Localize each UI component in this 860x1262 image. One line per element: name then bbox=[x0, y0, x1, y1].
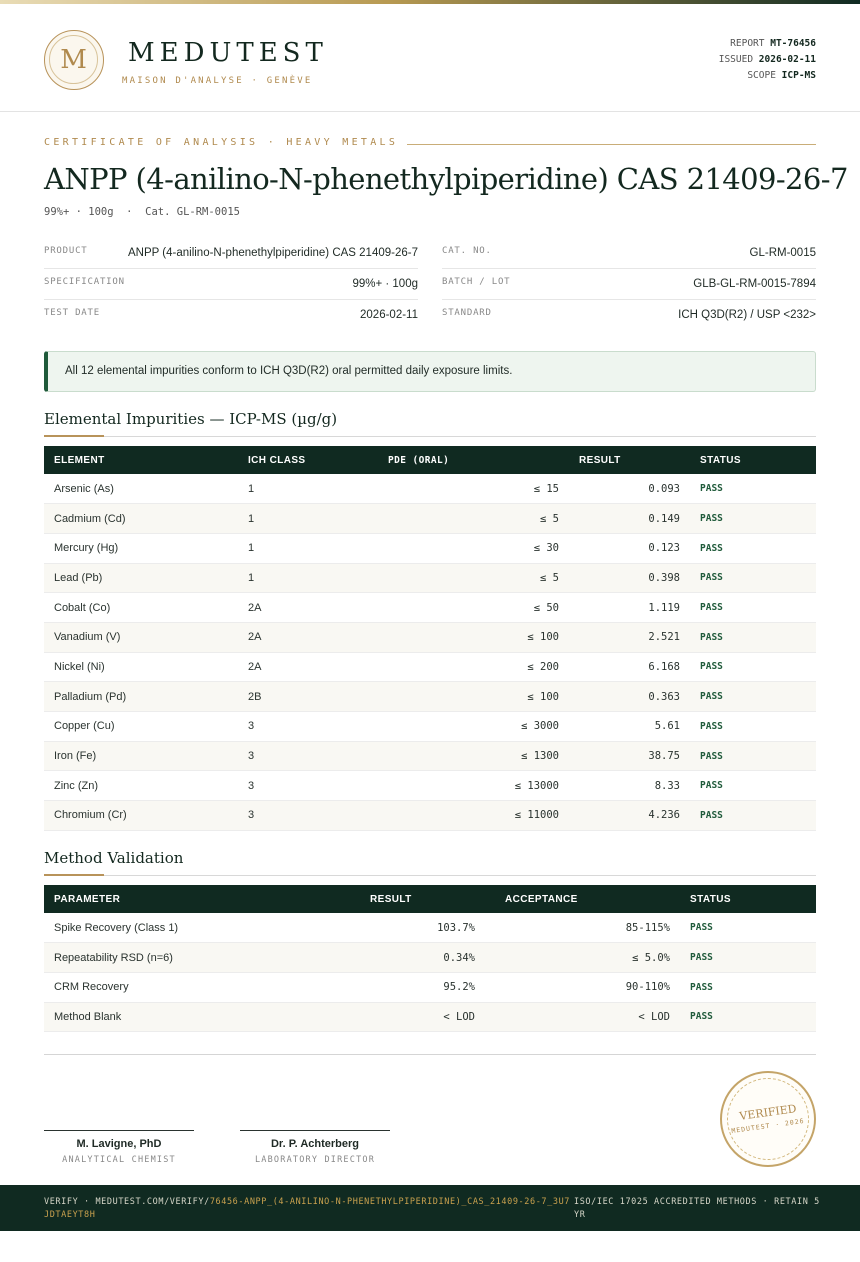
column-header: PDE (ORAL) bbox=[388, 454, 450, 466]
impurities-section-title: Elemental Impurities — ICP-MS (µg/g) bbox=[44, 410, 338, 428]
info-row-batch: BATCH / LOT GLB-GL-RM-0015-7894 bbox=[442, 269, 816, 300]
status-badge: PASS bbox=[680, 1002, 816, 1032]
table-cell: 1 bbox=[238, 474, 378, 504]
table-cell: 0.093 bbox=[569, 474, 690, 504]
table-cell: Chromium (Cr) bbox=[44, 801, 238, 831]
info-row-test-date: TEST DATE 2026-02-11 bbox=[44, 308, 418, 321]
table-cell: 4.236 bbox=[569, 801, 690, 831]
table-cell: 95.2% bbox=[352, 972, 485, 1002]
table-row bbox=[44, 652, 816, 682]
verify-link[interactable]: 76456-ANPP_(4-ANILINO-N-PHENETHYLPIPERIDINE)_CAS_21409-26-7_3U7JDTAEYT8H bbox=[44, 1197, 571, 1220]
table-cell: ≤ 5.0% bbox=[485, 943, 680, 973]
table-cell: ≤ 100 bbox=[378, 682, 569, 712]
column-header: STATUS bbox=[690, 893, 731, 905]
table-cell: Mercury (Hg) bbox=[44, 533, 238, 563]
validation-section-rule bbox=[44, 875, 816, 876]
column-header: RESULT bbox=[579, 454, 621, 466]
table-cell: Arsenic (As) bbox=[44, 474, 238, 504]
seal-sub-text: MEDUTEST · 2026 bbox=[730, 1116, 806, 1136]
table-row bbox=[44, 533, 816, 563]
table-cell: 3 bbox=[238, 801, 378, 831]
verified-seal bbox=[720, 1071, 816, 1167]
status-badge: PASS bbox=[690, 593, 816, 623]
table-cell: 6.168 bbox=[569, 652, 690, 682]
table-cell: 0.149 bbox=[569, 504, 690, 534]
table-row bbox=[44, 741, 816, 771]
table-cell: ≤ 30 bbox=[378, 533, 569, 563]
table-cell: ≤ 5 bbox=[378, 504, 569, 534]
table-cell: 1 bbox=[238, 563, 378, 593]
table-cell: Cobalt (Co) bbox=[44, 593, 238, 623]
table-cell: 85-115% bbox=[485, 913, 680, 943]
table-row bbox=[44, 972, 816, 1002]
signature-name: M. Lavigne, PhD bbox=[76, 1138, 162, 1150]
table-cell: 0.363 bbox=[569, 682, 690, 712]
status-badge: PASS bbox=[680, 913, 816, 943]
table-cell: ≤ 50 bbox=[378, 593, 569, 623]
report-meta bbox=[719, 36, 816, 84]
info-column-right bbox=[442, 238, 816, 331]
table-cell: Copper (Cu) bbox=[44, 712, 238, 742]
footer-bar bbox=[0, 1185, 860, 1231]
signature-analytical-chemist bbox=[44, 1130, 194, 1165]
table-cell: CRM Recovery bbox=[44, 972, 352, 1002]
validation-header-row bbox=[44, 885, 816, 913]
status-badge: PASS bbox=[690, 712, 816, 742]
table-cell: ≤ 3000 bbox=[378, 712, 569, 742]
table-cell: 3 bbox=[238, 741, 378, 771]
status-badge: PASS bbox=[690, 682, 816, 712]
impurities-table bbox=[44, 446, 816, 831]
table-cell: Iron (Fe) bbox=[44, 741, 238, 771]
column-header: ELEMENT bbox=[54, 454, 105, 466]
table-cell: 38.75 bbox=[569, 741, 690, 771]
product-title: ANPP (4-anilino-N-phenethylpiperidine) CAS 21409-26-7 bbox=[44, 162, 848, 196]
table-cell: 103.7% bbox=[352, 913, 485, 943]
table-row bbox=[44, 622, 816, 652]
status-badge: PASS bbox=[690, 533, 816, 563]
table-cell: 2A bbox=[238, 622, 378, 652]
table-cell: 8.33 bbox=[569, 771, 690, 801]
table-cell: Repeatability RSD (n=6) bbox=[44, 943, 352, 973]
validation-section-accent bbox=[44, 874, 104, 876]
status-badge: PASS bbox=[690, 504, 816, 534]
table-row bbox=[44, 504, 816, 534]
product-subtitle: 99%+ · 100g · Cat. GL-RM-0015 bbox=[44, 206, 240, 218]
status-badge: PASS bbox=[680, 972, 816, 1002]
table-row bbox=[44, 801, 816, 831]
table-cell: ≤ 200 bbox=[378, 652, 569, 682]
table-cell: ≤ 13000 bbox=[378, 771, 569, 801]
document-kicker bbox=[44, 137, 816, 151]
table-cell: Cadmium (Cd) bbox=[44, 504, 238, 534]
info-row-cat-no: CAT. NO. GL-RM-0015 bbox=[442, 238, 816, 269]
brand-logo bbox=[44, 30, 104, 90]
table-cell: 1.119 bbox=[569, 593, 690, 623]
table-cell: Spike Recovery (Class 1) bbox=[44, 913, 352, 943]
table-cell: Vanadium (V) bbox=[44, 622, 238, 652]
status-badge: PASS bbox=[680, 943, 816, 973]
table-row bbox=[44, 1002, 816, 1032]
table-cell: 2A bbox=[238, 652, 378, 682]
table-cell: < LOD bbox=[352, 1002, 485, 1032]
signature-name: Dr. P. Achterberg bbox=[270, 1138, 360, 1150]
table-cell: 1 bbox=[238, 504, 378, 534]
table-cell: 2.521 bbox=[569, 622, 690, 652]
brand-name: MEDUTEST bbox=[128, 38, 328, 68]
verify-line: VERIFY · MEDUTEST.COM/VERIFY/76456-ANPP_(4-ANILINO-N-PHENETHYLPIPERIDINE)_CAS_21409-26-7_3U7JDTAEYT8H bbox=[44, 1197, 571, 1220]
table-row bbox=[44, 771, 816, 801]
table-row bbox=[44, 712, 816, 742]
conformance-notice bbox=[44, 351, 816, 392]
table-cell: Palladium (Pd) bbox=[44, 682, 238, 712]
impurities-section-accent bbox=[44, 435, 104, 437]
info-row-standard: STANDARD ICH Q3D(R2) / USP <232> bbox=[442, 308, 816, 321]
accreditation-note: ISO/IEC 17025 ACCREDITED METHODS · RETAIN 5 YR bbox=[574, 1197, 820, 1220]
table-cell: 2B bbox=[238, 682, 378, 712]
validation-section-title: Method Validation bbox=[44, 849, 184, 867]
brand-tagline: MAISON D'ANALYSE · GENÈVE bbox=[122, 76, 313, 86]
column-header: ACCEPTANCE bbox=[505, 893, 578, 905]
status-badge: PASS bbox=[690, 622, 816, 652]
table-cell: ≤ 5 bbox=[378, 563, 569, 593]
column-header: PARAMETER bbox=[54, 893, 121, 905]
impurities-header-row bbox=[44, 446, 816, 474]
status-badge: PASS bbox=[690, 563, 816, 593]
table-cell: 3 bbox=[238, 771, 378, 801]
notice-text: All 12 elemental impurities conform to ICH Q3D(R2) oral permitted daily exposure limits. bbox=[65, 365, 513, 377]
table-cell: Zinc (Zn) bbox=[44, 771, 238, 801]
column-header: ICH CLASS bbox=[248, 454, 306, 466]
table-cell: ≤ 15 bbox=[378, 474, 569, 504]
signature-role: LABORATORY DIRECTOR bbox=[254, 1155, 376, 1165]
table-row bbox=[44, 474, 816, 504]
table-cell: ≤ 1300 bbox=[378, 741, 569, 771]
column-header: RESULT bbox=[370, 893, 412, 905]
table-cell: 1 bbox=[238, 533, 378, 563]
meta-report: REPORT MT-76456 bbox=[730, 38, 816, 49]
kicker-divider bbox=[407, 144, 816, 145]
table-cell: 0.123 bbox=[569, 533, 690, 563]
table-row bbox=[44, 563, 816, 593]
validation-table bbox=[44, 885, 816, 1032]
status-badge: PASS bbox=[690, 474, 816, 504]
status-badge: PASS bbox=[690, 741, 816, 771]
meta-issued: ISSUED 2026-02-11 bbox=[718, 54, 816, 65]
table-cell: Nickel (Ni) bbox=[44, 652, 238, 682]
table-cell: 90-110% bbox=[485, 972, 680, 1002]
status-badge: PASS bbox=[690, 801, 816, 831]
table-cell: Lead (Pb) bbox=[44, 563, 238, 593]
table-row bbox=[44, 913, 816, 943]
table-cell: 3 bbox=[238, 712, 378, 742]
table-row bbox=[44, 943, 816, 973]
seal-main-text: VERIFIED bbox=[738, 1102, 798, 1123]
table-cell: Method Blank bbox=[44, 1002, 352, 1032]
signature-role: ANALYTICAL CHEMIST bbox=[62, 1155, 176, 1165]
info-row-product: PRODUCT ANPP (4-anilino-N-phenethylpiperidine) CAS 21409-26-7 bbox=[44, 238, 418, 269]
signature-laboratory-director bbox=[240, 1130, 390, 1165]
table-cell: ≤ 100 bbox=[378, 622, 569, 652]
report-header bbox=[0, 4, 860, 112]
table-cell: 5.61 bbox=[569, 712, 690, 742]
table-cell: 0.34% bbox=[352, 943, 485, 973]
table-cell: 2A bbox=[238, 593, 378, 623]
impurities-section-rule bbox=[44, 436, 816, 437]
table-cell: 0.398 bbox=[569, 563, 690, 593]
status-badge: PASS bbox=[690, 771, 816, 801]
meta-scope: SCOPE ICP-MS bbox=[747, 70, 816, 81]
info-row-specification: SPECIFICATION 99%+ · 100g bbox=[44, 269, 418, 300]
table-row bbox=[44, 682, 816, 712]
column-header: STATUS bbox=[700, 454, 741, 466]
table-cell: ≤ 11000 bbox=[378, 801, 569, 831]
logo-monogram: M bbox=[49, 35, 98, 84]
table-row bbox=[44, 593, 816, 623]
info-column-left bbox=[44, 238, 418, 331]
status-badge: PASS bbox=[690, 652, 816, 682]
signature-divider bbox=[44, 1054, 816, 1055]
kicker-text: CERTIFICATE OF ANALYSIS · HEAVY METALS bbox=[44, 137, 399, 148]
table-cell: < LOD bbox=[485, 1002, 680, 1032]
